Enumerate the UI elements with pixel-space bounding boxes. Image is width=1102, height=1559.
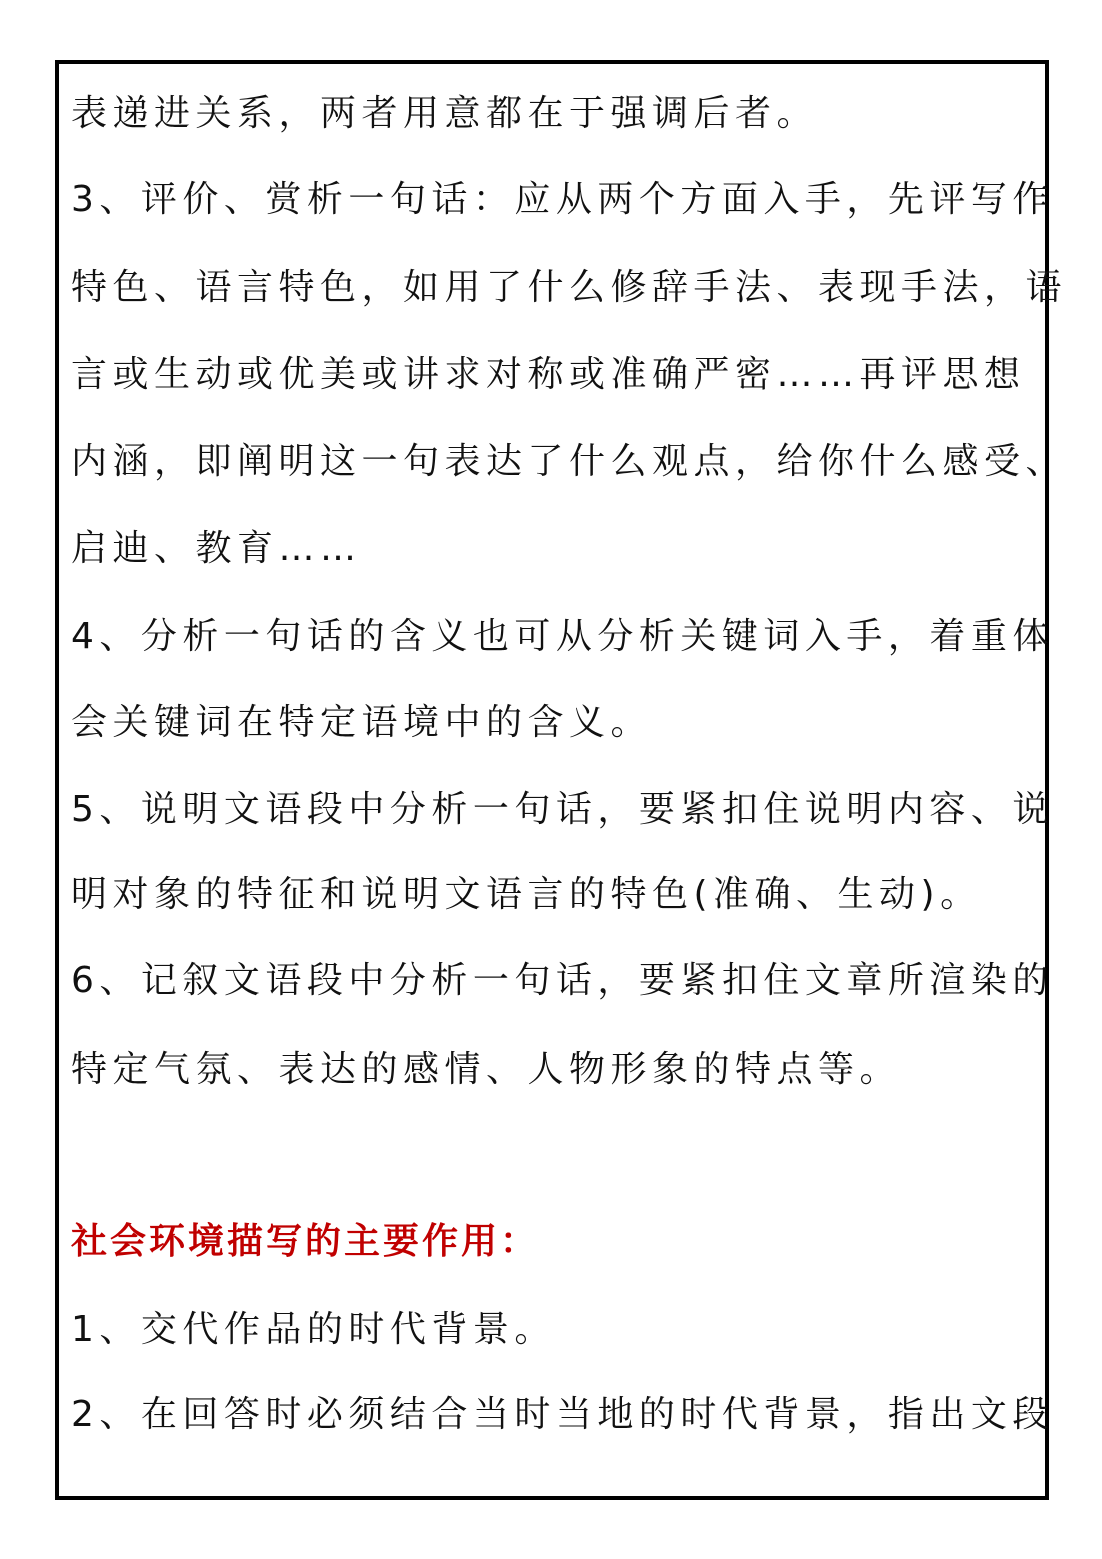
text-line-point-1: 1、交代作品的时代背景。	[71, 1309, 556, 1350]
text-line-point-5: 5、说明文语段中分析一句话，要紧扣住说明内容、说	[71, 789, 1054, 830]
text-line: 特定气氛、表达的感情、人物形象的特点等。	[71, 1049, 902, 1090]
document-frame	[55, 60, 1068, 1500]
text-line: 特色、语言特色，如用了什么修辞手法、表现手法，语	[71, 267, 1068, 308]
text-line: 言或生动或优美或讲求对称或准确严密……再评思想	[71, 354, 1026, 395]
text-line: 表递进关系，两者用意都在于强调后者。	[71, 93, 819, 134]
text-line: 明对象的特征和说明文语言的特色(准确、生动)。	[71, 874, 982, 915]
text-line: 会关键词在特定语境中的含义。	[71, 702, 653, 743]
text-line: 内涵，即阐明这一句表达了什么观点，给你什么感受、	[71, 441, 1068, 482]
section-heading: 社会环境描写的主要作用：	[71, 1221, 540, 1262]
text-line: 启迪、教育……	[71, 528, 362, 569]
text-line-point-4: 4、分析一句话的含义也可从分析关键词入手，着重体	[71, 616, 1054, 657]
text-line-point-6: 6、记叙文语段中分析一句话，要紧扣住文章所渲染的	[71, 960, 1054, 1001]
text-line-point-3: 3、评价、赏析一句话：应从两个方面入手，先评写作	[71, 179, 1054, 220]
text-line-point-2: 2、在回答时必须结合当时当地的时代背景，指出文段	[71, 1394, 1054, 1435]
